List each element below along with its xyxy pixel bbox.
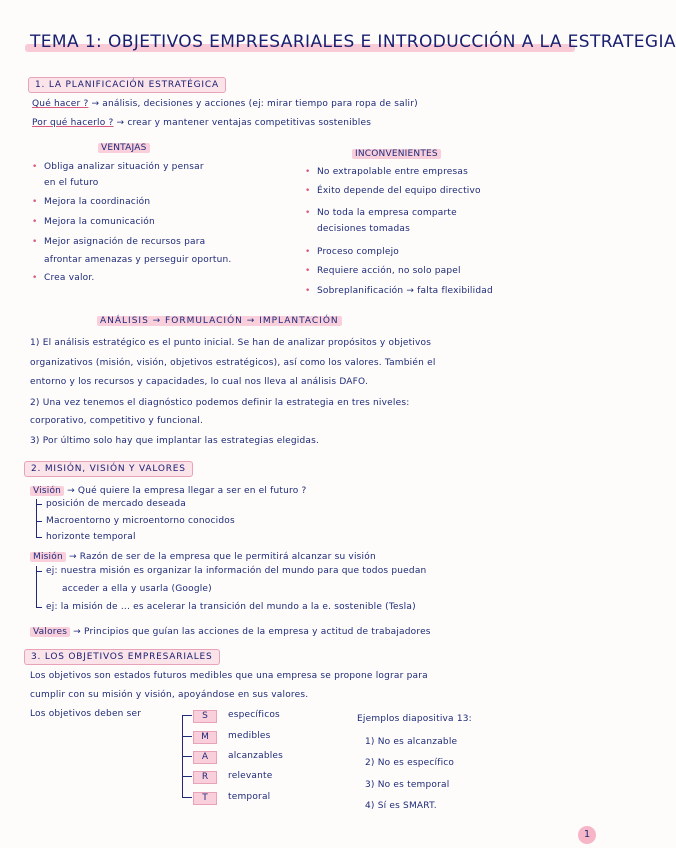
objectives-intro-line: cumplir con su misión y visión, apoyándose en sus valores. bbox=[30, 690, 309, 700]
valores-text: → Principios que guían las acciones de la empresa y actitud de trabajadores bbox=[73, 627, 431, 637]
vision-line bbox=[30, 486, 307, 497]
smart-bracket-tick bbox=[182, 736, 192, 737]
mision-text: → Razón de ser de la empresa que le permitirá alcanzar su visión bbox=[68, 552, 376, 562]
inconveniente-item: No toda la empresa comparte bbox=[317, 208, 457, 218]
paragraph-implementation: 3) Por último solo hay que implantar las estrategias elegidas. bbox=[30, 436, 320, 446]
bullet-dot: • bbox=[32, 237, 38, 247]
inconveniente-item: No extrapolable entre empresas bbox=[317, 167, 469, 177]
page-title: TEMA 1: OBJETIVOS EMPRESARIALES E INTRODUCCIÓN A LA ESTRATEGIA bbox=[30, 32, 676, 52]
smart-bracket-tick bbox=[182, 756, 192, 757]
question-what-label: Qué hacer ? bbox=[32, 99, 89, 109]
question-what-text: → análisis, decisiones y acciones (ej: mirar tiempo para ropa de salir) bbox=[91, 99, 418, 109]
ventaja-item: Crea valor. bbox=[44, 273, 95, 283]
mision-example: ej: nuestra misión es organizar la información del mundo para que todos puedan bbox=[46, 566, 427, 576]
valores-label: Valores bbox=[30, 627, 70, 637]
bullet-dot: • bbox=[305, 208, 311, 218]
bullet-dot: • bbox=[32, 273, 38, 283]
inconveniente-item: Éxito depende del equipo directivo bbox=[317, 186, 481, 196]
bullet-dot: • bbox=[305, 286, 311, 296]
ventaja-item: Mejora la coordinación bbox=[44, 197, 151, 207]
inconveniente-item: Sobreplanificación → falta flexibilidad bbox=[317, 286, 493, 296]
bullet-dot: • bbox=[305, 167, 311, 177]
page-number: 1 bbox=[578, 826, 596, 844]
bullet-dot: • bbox=[305, 266, 311, 276]
example-item: 2) No es específico bbox=[365, 758, 455, 768]
bullet-dot: • bbox=[305, 186, 311, 196]
smart-word: temporal bbox=[228, 792, 271, 802]
vision-bracket-tick bbox=[36, 504, 42, 505]
example-item: 3) No es temporal bbox=[365, 780, 450, 790]
mision-example: ej: la misión de ... es acelerar la transición del mundo a la e. sostenible (Tesla) bbox=[46, 602, 416, 612]
smart-letter: R bbox=[193, 771, 217, 784]
paragraph-analysis-line: entorno y los recursos y capacidades, lo cual nos lleva al análisis DAFO. bbox=[30, 377, 369, 387]
smart-bracket-tick bbox=[182, 797, 192, 798]
smart-letter: T bbox=[193, 792, 217, 805]
vision-bracket-tick bbox=[36, 521, 42, 522]
valores-line bbox=[30, 627, 431, 638]
bullet-dot: • bbox=[32, 162, 38, 172]
mision-bracket-tick bbox=[36, 571, 42, 572]
vision-label: Visión bbox=[30, 486, 64, 496]
smart-letter: M bbox=[193, 731, 217, 744]
section-2-heading: 2. MISIÓN, VISIÓN Y VALORES bbox=[24, 461, 193, 477]
mision-bracket bbox=[36, 566, 37, 608]
vision-bracket-tick bbox=[36, 537, 42, 538]
mision-bracket-tick bbox=[36, 607, 42, 608]
smart-word: específicos bbox=[228, 710, 280, 720]
smart-bracket-tick bbox=[182, 715, 192, 716]
mision-label: Misión bbox=[30, 552, 66, 562]
question-why bbox=[32, 118, 371, 129]
smart-letter: A bbox=[193, 751, 217, 764]
ventaja-item: Mejora la comunicación bbox=[44, 217, 155, 227]
example-item: 4) Sí es SMART. bbox=[365, 801, 437, 811]
smart-word: alcanzables bbox=[228, 751, 284, 761]
inconveniente-item: decisiones tomadas bbox=[317, 224, 411, 234]
inconvenientes-title: INCONVENIENTES bbox=[352, 149, 441, 160]
ventaja-item: afrontar amenazas y perseguir oportun. bbox=[44, 255, 232, 265]
ventaja-item: en el futuro bbox=[44, 178, 99, 188]
mision-line bbox=[30, 552, 376, 563]
question-why-label: Por qué hacerlo ? bbox=[32, 118, 114, 128]
mision-example: acceder a ella y usarla (Google) bbox=[62, 584, 212, 594]
question-what bbox=[32, 99, 418, 110]
example-item: 1) No es alcanzable bbox=[365, 737, 458, 747]
inconveniente-item: Proceso complejo bbox=[317, 247, 399, 257]
bullet-dot: • bbox=[305, 247, 311, 257]
paragraph-analysis-line: 1) El análisis estratégico es el punto inicial. Se han de analizar propósitos y objetivos bbox=[30, 338, 432, 348]
vision-item: posición de mercado deseada bbox=[46, 499, 187, 509]
ventajas-title: VENTAJAS bbox=[98, 143, 150, 154]
smart-bracket-tick bbox=[182, 776, 192, 777]
paragraph-formulation-line: 2) Una vez tenemos el diagnóstico podemos definir la estrategia en tres niveles: bbox=[30, 398, 410, 408]
paragraph-formulation-line: corporativo, competitivo y funcional. bbox=[30, 416, 204, 426]
vision-item: horizonte temporal bbox=[46, 532, 136, 542]
section-3-heading: 3. LOS OBJETIVOS EMPRESARIALES bbox=[24, 649, 220, 665]
objectives-intro-line: Los objetivos son estados futuros medibles que una empresa se propone lograr para bbox=[30, 671, 428, 681]
ventaja-item: Obliga analizar situación y pensar bbox=[44, 162, 204, 172]
smart-letter: S bbox=[193, 710, 217, 723]
smart-word: medibles bbox=[228, 731, 271, 741]
question-why-text: → crear y mantener ventajas competitivas sostenibles bbox=[116, 118, 372, 128]
bullet-dot: • bbox=[32, 217, 38, 227]
vision-text: → Qué quiere la empresa llegar a ser en el futuro ? bbox=[67, 486, 307, 496]
inconveniente-item: Requiere acción, no solo papel bbox=[317, 266, 461, 276]
paragraph-analysis-line: organizativos (misión, visión, objetivos estratégicos), así como los valores. También el bbox=[30, 358, 436, 368]
process-flow: ANÁLISIS → FORMULACIÓN → IMPLANTACIÓN bbox=[97, 316, 342, 327]
examples-title: Ejemplos diapositiva 13: bbox=[357, 714, 472, 724]
section-1-heading: 1. LA PLANIFICACIÓN ESTRATÉGICA bbox=[28, 77, 226, 93]
objectives-deben: Los objetivos deben ser bbox=[30, 709, 142, 719]
vision-item: Macroentorno y microentorno conocidos bbox=[46, 516, 235, 526]
bullet-dot: • bbox=[32, 197, 38, 207]
ventaja-item: Mejor asignación de recursos para bbox=[44, 237, 206, 247]
smart-word: relevante bbox=[228, 771, 273, 781]
